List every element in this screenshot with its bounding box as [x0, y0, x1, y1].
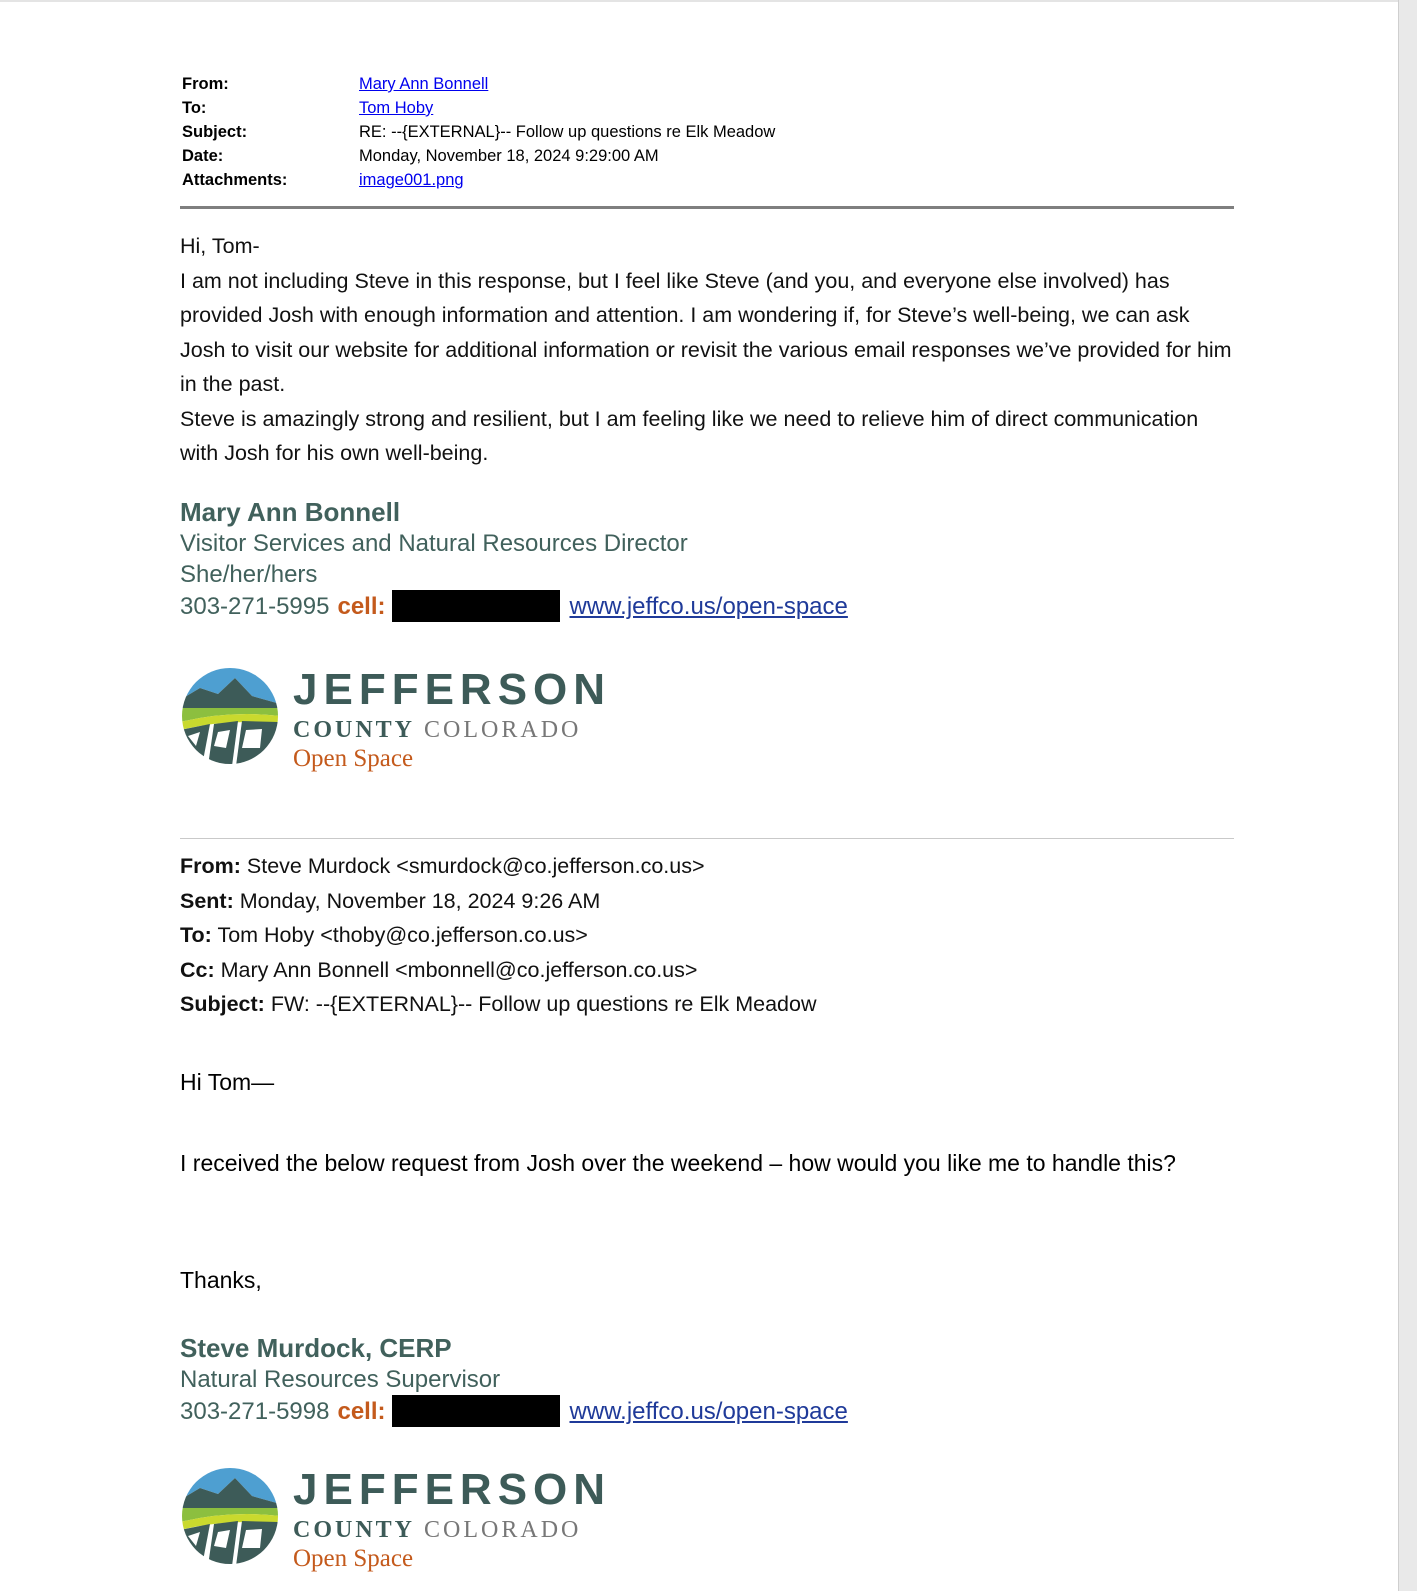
header-divider [180, 206, 1234, 209]
fwd-from-value: Steve Murdock <smurdock@co.jefferson.co.us> [246, 854, 705, 878]
attachment-link[interactable]: image001.png [359, 171, 464, 189]
forward-divider [180, 838, 1234, 839]
fwd-from-label: From: [180, 854, 241, 878]
fwd-to-row [180, 918, 816, 953]
logo-colorado-text: COLORADO [424, 717, 582, 743]
jeffco-emblem-icon-2 [180, 1466, 280, 1566]
logo2-jefferson-text: JEFFERSON [293, 1465, 612, 1514]
header-subject-label: Subject: [182, 123, 248, 141]
fwd-to-value: Tom Hoby <thoby@co.jefferson.co.us> [217, 923, 588, 947]
header-from-link[interactable]: Mary Ann Bonnell [359, 75, 489, 93]
sig-name: Mary Ann Bonnell [180, 497, 401, 527]
forwarded-header [180, 849, 816, 1022]
reply-paragraph-2: Steve is amazingly strong and resilient, but I am feeling like we need to relieve him of direct communication with Josh for his own well-being. [180, 406, 1199, 465]
fwd-sent-row [180, 884, 816, 919]
logo2-colorado-text: COLORADO [424, 1517, 582, 1543]
fwd-cc-row [180, 953, 816, 988]
sig-phone-line [180, 590, 848, 622]
redaction-box [392, 590, 560, 622]
page-top-edge [0, 0, 1399, 2]
fwd-subject-value: FW: --{EXTERNAL}-- Follow up questions re Elk Meadow [270, 992, 817, 1016]
sig2-phone: 303-271-5998 [180, 1397, 330, 1425]
fwd-subject-label: Subject: [180, 992, 265, 1016]
reply-greeting: Hi, Tom- [180, 234, 260, 258]
sig-cell-label: cell: [337, 592, 386, 620]
jeffco-logo-2 [180, 1466, 650, 1576]
fwd-subject-row [180, 987, 816, 1022]
header-date-label: Date: [182, 147, 224, 165]
original-closing: Thanks, [180, 1267, 262, 1293]
logo-jefferson-text: JEFFERSON [293, 665, 612, 714]
logo2-county-text: COUNTY [293, 1517, 416, 1543]
fwd-sent-value: Monday, November 18, 2024 9:26 AM [239, 888, 601, 913]
logo2-county-line [293, 1516, 581, 1544]
sig-phone: 303-271-5995 [180, 592, 330, 620]
header-to-label: To: [182, 99, 207, 117]
page-scroll-gutter[interactable] [1398, 0, 1417, 1591]
redaction-box-2 [392, 1395, 560, 1427]
fwd-sent-label: Sent: [180, 888, 234, 913]
logo-open-space-text: Open Space [293, 745, 414, 772]
jeffco-logo [180, 666, 650, 776]
fwd-from-row [180, 849, 816, 884]
sig-pronouns: She/her/hers [180, 561, 318, 588]
header-subject-value: RE: --{EXTERNAL}-- Follow up questions re Elk Meadow [359, 123, 776, 141]
sig2-cell-label: cell: [337, 1397, 386, 1425]
signature-steve [180, 1333, 848, 1427]
jeffco-emblem-icon [180, 666, 280, 766]
sig2-phone-line [180, 1395, 848, 1427]
sig2-name: Steve Murdock, CERP [180, 1333, 452, 1363]
sig2-title: Natural Resources Supervisor [180, 1366, 501, 1393]
sig-website-link[interactable]: www.jeffco.us/open-space [569, 592, 848, 620]
fwd-cc-value: Mary Ann Bonnell <mbonnell@co.jefferson.co.us> [220, 957, 698, 982]
reply-body [180, 229, 1240, 471]
email-header [182, 72, 775, 192]
header-attachments-row [182, 168, 775, 192]
header-to-row [182, 96, 775, 120]
reply-paragraph-1: I am not including Steve in this response, but I feel like Steve (and you, and everyone else involved) has provided Josh with enough information and attention. I am wondering if, for Steve’s well-being, we can ask Josh to visit our website for additional information or revisit the various email responses we’ve provided for him in the past. [180, 268, 1232, 396]
header-subject-row [182, 120, 775, 144]
header-to-link[interactable]: Tom Hoby [359, 99, 434, 117]
header-attachments-label: Attachments: [182, 171, 288, 189]
fwd-to-label: To: [180, 923, 212, 947]
logo2-open-space-text: Open Space [293, 1545, 414, 1572]
header-date-row [182, 144, 775, 168]
sig-title: Visitor Services and Natural Resources Director [180, 530, 688, 557]
original-paragraph-1: I received the below request from Josh over the weekend – how would you like me to handle this? [180, 1150, 1176, 1176]
original-greeting: Hi Tom— [180, 1069, 275, 1095]
header-from-label: From: [182, 75, 229, 93]
fwd-cc-label: Cc: [180, 957, 215, 982]
header-from-row [182, 72, 775, 96]
signature-mary-ann [180, 497, 848, 622]
logo-county-text: COUNTY [293, 717, 416, 743]
logo-county-line [293, 716, 581, 744]
header-date-value: Monday, November 18, 2024 9:29:00 AM [359, 147, 659, 165]
sig2-website-link[interactable]: www.jeffco.us/open-space [569, 1397, 848, 1425]
